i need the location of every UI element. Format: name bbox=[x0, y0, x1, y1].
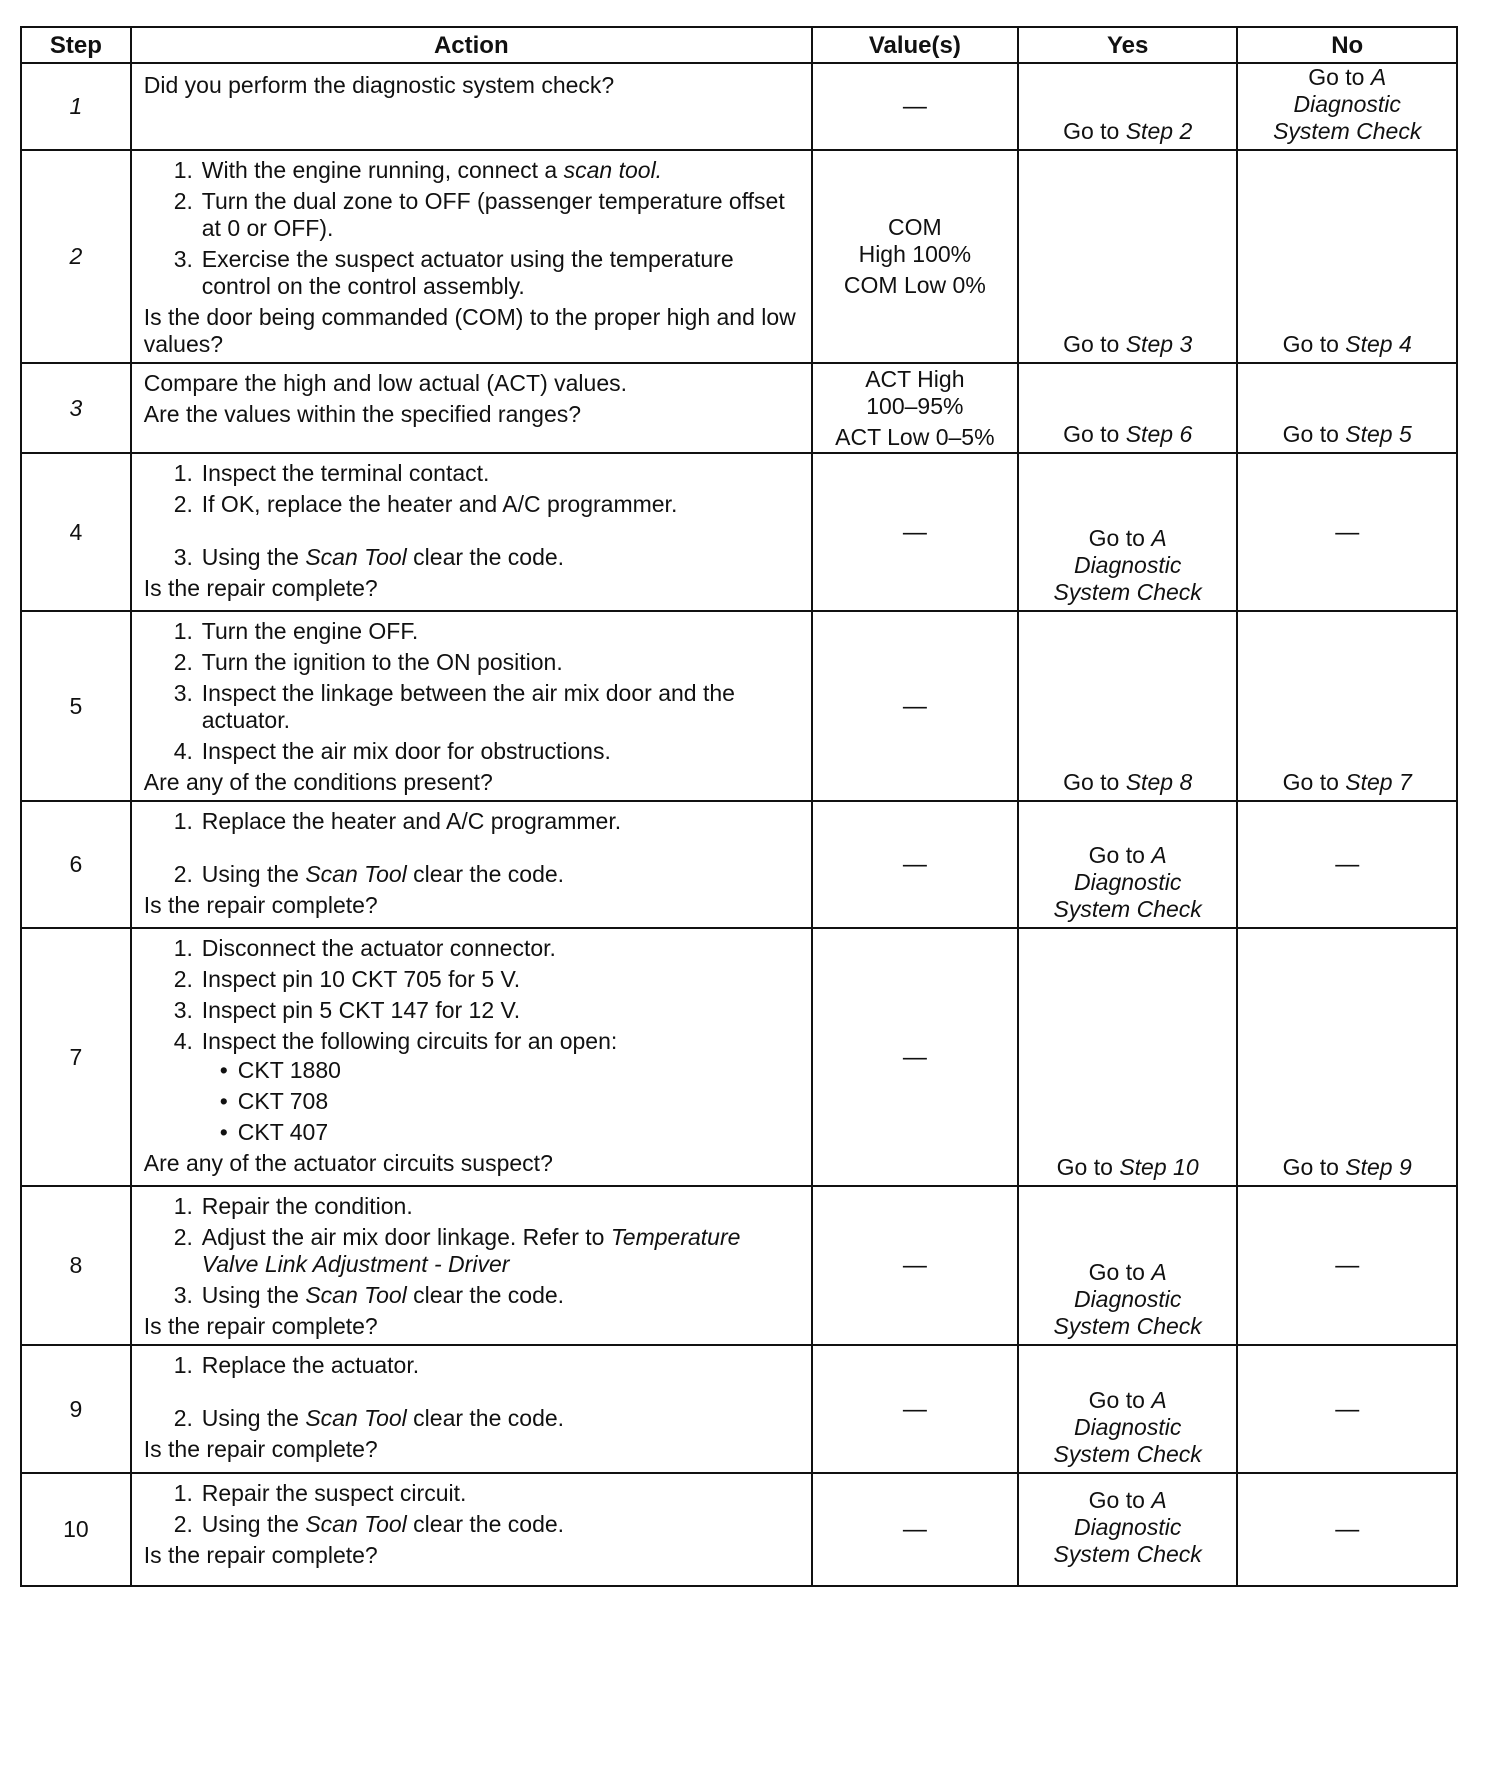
item-number: 2. bbox=[173, 188, 193, 214]
item-number: 1. bbox=[173, 935, 193, 961]
item-number: 1. bbox=[173, 460, 193, 486]
list-item bbox=[174, 1193, 801, 1220]
value-line: ACT High bbox=[865, 365, 965, 392]
goto-text: Go to bbox=[1282, 331, 1339, 357]
step-word: Step bbox=[1345, 331, 1393, 357]
step-ref-number: 8 bbox=[1179, 769, 1193, 795]
item-emphasis: Scan Tool bbox=[305, 1511, 407, 1537]
table-row bbox=[21, 1345, 1457, 1473]
item-text: clear the code. bbox=[406, 1511, 565, 1537]
goto-a: A bbox=[1151, 1387, 1167, 1413]
item-number: 2. bbox=[173, 1405, 193, 1431]
list-item bbox=[174, 966, 801, 993]
item-emphasis: Scan Tool bbox=[305, 544, 407, 570]
item-text: clear the code. bbox=[406, 544, 565, 570]
value-line: 100–95% bbox=[866, 392, 964, 419]
item-text: clear the code. bbox=[406, 861, 565, 887]
action-list bbox=[144, 157, 801, 300]
action-question: Are any of the conditions present? bbox=[143, 769, 493, 795]
step-word: Step bbox=[1119, 1154, 1167, 1180]
step-ref bbox=[1119, 1154, 1198, 1180]
circuit-text: CKT 1880 bbox=[237, 1057, 341, 1083]
values-cell bbox=[812, 611, 1018, 801]
step-word: Step bbox=[1125, 331, 1174, 357]
item-emphasis: Scan Tool bbox=[305, 1405, 407, 1431]
goto-text: Go to bbox=[1088, 1387, 1145, 1413]
dash: — bbox=[902, 851, 927, 878]
item-text: Inspect the following circuits for an open: bbox=[201, 1028, 618, 1054]
goto-diag-line: Diagnostic bbox=[1073, 1286, 1182, 1312]
no-cell bbox=[1237, 150, 1457, 363]
item-text: Using the bbox=[201, 544, 306, 570]
step-number: 10 bbox=[21, 1473, 131, 1586]
action-cell bbox=[131, 1345, 812, 1473]
item-number: 1. bbox=[173, 1352, 193, 1378]
bullet: • bbox=[219, 1088, 228, 1114]
header-yes: Yes bbox=[1018, 27, 1238, 63]
step-word: Step bbox=[1125, 118, 1174, 144]
action-cell bbox=[131, 63, 812, 150]
item-text: Replace the heater and A/C programmer. bbox=[201, 808, 622, 834]
goto-diag-line: Diagnostic bbox=[1073, 552, 1182, 578]
item-number: 1. bbox=[173, 808, 193, 834]
table-row bbox=[21, 1473, 1457, 1586]
goto-a-line bbox=[1019, 525, 1237, 552]
action-cell bbox=[131, 150, 812, 363]
action-list bbox=[144, 1480, 801, 1538]
table-row bbox=[21, 363, 1457, 453]
goto-text: Go to bbox=[1063, 769, 1120, 795]
item-emphasis: Temperature bbox=[610, 1224, 741, 1250]
goto-sys-line: System Check bbox=[1053, 579, 1202, 605]
list-item bbox=[174, 157, 801, 184]
table-row bbox=[21, 63, 1457, 150]
yes-cell bbox=[1018, 1473, 1238, 1586]
item-text: Turn the engine OFF. bbox=[201, 618, 419, 644]
list-item bbox=[174, 1480, 801, 1507]
header-values: Value(s) bbox=[812, 27, 1018, 63]
item-text: Using the bbox=[201, 1511, 306, 1537]
item-number: 4. bbox=[173, 738, 193, 764]
list-item bbox=[174, 1224, 801, 1278]
action-lead: Compare the high and low actual (ACT) values. bbox=[143, 370, 628, 396]
action-question: Is the repair complete? bbox=[143, 1313, 378, 1339]
item-number: 3. bbox=[173, 246, 193, 272]
values-cell bbox=[812, 1186, 1018, 1345]
dash: — bbox=[902, 93, 927, 120]
item-text: Inspect the terminal contact. bbox=[201, 460, 490, 486]
step-number: 5 bbox=[21, 611, 131, 801]
dash: — bbox=[1335, 1252, 1360, 1279]
action-list bbox=[144, 808, 801, 888]
values-cell bbox=[812, 928, 1018, 1186]
list-item bbox=[174, 738, 801, 765]
dash: — bbox=[1335, 851, 1360, 878]
item-number: 2. bbox=[173, 966, 193, 992]
item-text: Repair the condition. bbox=[201, 1193, 413, 1219]
goto-a: A bbox=[1151, 525, 1167, 551]
item-text: Inspect pin 5 CKT 147 for 12 V. bbox=[201, 997, 521, 1023]
yes-cell bbox=[1018, 63, 1238, 150]
yes-cell bbox=[1018, 801, 1238, 928]
action-list bbox=[144, 1352, 801, 1432]
goto-text: Go to bbox=[1282, 769, 1339, 795]
list-item bbox=[174, 649, 801, 676]
item-number: 1. bbox=[173, 1193, 193, 1219]
value-line: COM Low 0% bbox=[843, 272, 986, 298]
circuit-list bbox=[202, 1057, 801, 1146]
item-text: Disconnect the actuator connector. bbox=[201, 935, 556, 961]
list-item bbox=[174, 680, 801, 734]
dash: — bbox=[1335, 1395, 1360, 1423]
goto-text: Go to bbox=[1088, 525, 1145, 551]
item-number: 3. bbox=[173, 997, 193, 1023]
step-ref bbox=[1126, 118, 1193, 144]
goto-a-line bbox=[1019, 1387, 1237, 1414]
step-ref bbox=[1345, 1154, 1412, 1180]
dash: — bbox=[1335, 518, 1360, 546]
goto-sys-line: System Check bbox=[1053, 1441, 1202, 1467]
no-cell bbox=[1237, 928, 1457, 1186]
dash: — bbox=[902, 1395, 927, 1423]
list-item bbox=[174, 618, 801, 645]
action-question: Are the values within the specified ranges? bbox=[143, 401, 582, 427]
table-row bbox=[21, 928, 1457, 1186]
action-question: Is the repair complete? bbox=[143, 1436, 378, 1462]
goto-sys-line: System Check bbox=[1053, 896, 1202, 922]
value-line: High 100% bbox=[858, 241, 972, 267]
step-ref-number: 4 bbox=[1399, 331, 1412, 357]
bullet: • bbox=[219, 1057, 228, 1083]
item-text: Inspect pin 10 CKT 705 for 5 V. bbox=[201, 966, 521, 992]
step-number: 2 bbox=[21, 150, 131, 363]
item-emphasis: Valve Link Adjustment - Driver bbox=[201, 1251, 510, 1277]
action-cell bbox=[131, 801, 812, 928]
header-action: Action bbox=[131, 27, 812, 63]
item-number: 3. bbox=[173, 1282, 193, 1308]
goto-sys-line: System Check bbox=[1053, 1313, 1202, 1339]
dash: — bbox=[902, 692, 927, 720]
header-no: No bbox=[1237, 27, 1457, 63]
action-question: Is the repair complete? bbox=[143, 575, 378, 601]
item-emphasis: Scan Tool bbox=[305, 1282, 407, 1308]
table-row bbox=[21, 453, 1457, 611]
value-line: COM bbox=[888, 214, 942, 240]
list-item bbox=[174, 188, 801, 242]
item-number: 2. bbox=[173, 1511, 193, 1537]
diagnostic-table bbox=[20, 26, 1458, 1587]
table-row bbox=[21, 150, 1457, 363]
goto-sys-line: System Check bbox=[1053, 1541, 1202, 1567]
circuit-item bbox=[220, 1088, 801, 1115]
no-cell bbox=[1237, 63, 1457, 150]
dash: — bbox=[902, 518, 927, 546]
step-ref bbox=[1345, 421, 1412, 447]
step-word: Step bbox=[1345, 421, 1393, 447]
item-number: 4. bbox=[173, 1028, 193, 1054]
step-number: 9 bbox=[21, 1345, 131, 1473]
action-question: Did you perform the diagnostic system check? bbox=[143, 72, 615, 98]
goto-text: Go to bbox=[1088, 1487, 1145, 1513]
item-text: Turn the ignition to the ON position. bbox=[201, 649, 563, 675]
values-cell bbox=[812, 801, 1018, 928]
list-item bbox=[174, 544, 801, 571]
step-ref bbox=[1126, 421, 1193, 447]
yes-cell bbox=[1018, 453, 1238, 611]
no-cell bbox=[1237, 1186, 1457, 1345]
goto-diag-line: Diagnostic bbox=[1073, 1414, 1182, 1440]
goto-text: Go to bbox=[1063, 421, 1120, 447]
circuit-item bbox=[220, 1119, 801, 1146]
step-number: 6 bbox=[21, 801, 131, 928]
step-number: 7 bbox=[21, 928, 131, 1186]
step-word: Step bbox=[1125, 769, 1174, 795]
step-number: 4 bbox=[21, 453, 131, 611]
item-number: 2. bbox=[173, 1224, 193, 1250]
goto-diag-line: Diagnostic bbox=[1073, 869, 1182, 895]
goto-text: Go to bbox=[1063, 331, 1120, 357]
step-ref-number: 7 bbox=[1399, 769, 1412, 795]
goto-text: Go to bbox=[1308, 64, 1365, 90]
step-ref bbox=[1126, 769, 1193, 795]
step-ref bbox=[1345, 331, 1412, 357]
table-row bbox=[21, 801, 1457, 928]
values-cell bbox=[812, 150, 1018, 363]
step-ref-number: 2 bbox=[1179, 118, 1193, 144]
goto-text: Go to bbox=[1088, 842, 1145, 868]
no-cell bbox=[1237, 453, 1457, 611]
goto-text: Go to bbox=[1282, 421, 1339, 447]
yes-cell bbox=[1018, 363, 1238, 453]
dash: — bbox=[902, 1043, 927, 1071]
item-text: Replace the actuator. bbox=[201, 1352, 420, 1378]
action-list bbox=[144, 1193, 801, 1309]
circuit-item bbox=[220, 1057, 801, 1084]
step-word: Step bbox=[1125, 421, 1174, 447]
item-text: Adjust the air mix door linkage. Refer to bbox=[201, 1224, 611, 1250]
item-text: Using the bbox=[201, 861, 306, 887]
header-row bbox=[21, 27, 1457, 63]
goto-text: Go to bbox=[1282, 1154, 1339, 1180]
step-number: 1 bbox=[21, 63, 131, 150]
list-item bbox=[174, 1511, 801, 1538]
step-ref-number: 10 bbox=[1173, 1154, 1199, 1180]
goto-a: A bbox=[1151, 1487, 1167, 1513]
item-text: Inspect the linkage between the air mix door and the actuator. bbox=[201, 680, 735, 733]
dash: — bbox=[902, 1516, 927, 1543]
item-text: clear the code. bbox=[406, 1405, 565, 1431]
item-text: Turn the dual zone to OFF (passenger temperature offset at 0 or OFF). bbox=[201, 188, 785, 241]
item-text: clear the code. bbox=[406, 1282, 565, 1308]
step-ref-number: 6 bbox=[1179, 421, 1193, 447]
goto-a-line bbox=[1019, 1259, 1237, 1286]
list-item bbox=[174, 246, 801, 300]
list-item bbox=[174, 861, 801, 888]
yes-cell bbox=[1018, 928, 1238, 1186]
item-number: 1. bbox=[173, 618, 193, 644]
goto-text: Go to bbox=[1063, 118, 1120, 144]
goto-diag-line: Diagnostic bbox=[1073, 1514, 1182, 1540]
no-cell bbox=[1237, 801, 1457, 928]
goto-a-line bbox=[1019, 1487, 1237, 1514]
action-list bbox=[144, 460, 801, 571]
item-text: Using the bbox=[201, 1405, 306, 1431]
item-text: Exercise the suspect actuator using the temperature control on the control assembly. bbox=[201, 246, 734, 299]
circuit-text: CKT 708 bbox=[237, 1088, 329, 1114]
circuit-text: CKT 407 bbox=[237, 1119, 329, 1145]
action-question: Are any of the actuator circuits suspect? bbox=[143, 1150, 553, 1176]
step-word: Step bbox=[1345, 769, 1393, 795]
action-list bbox=[144, 935, 801, 1146]
list-item bbox=[174, 491, 801, 518]
no-cell bbox=[1237, 363, 1457, 453]
no-cell bbox=[1237, 1345, 1457, 1473]
goto-text: Go to bbox=[1088, 1259, 1145, 1285]
item-number: 3. bbox=[173, 544, 193, 570]
step-ref bbox=[1126, 331, 1193, 357]
goto-a: A bbox=[1370, 64, 1387, 90]
list-item bbox=[174, 808, 801, 835]
no-cell bbox=[1237, 1473, 1457, 1586]
value-line: ACT Low 0–5% bbox=[835, 423, 995, 450]
values-cell bbox=[812, 1473, 1018, 1586]
goto-a: A bbox=[1151, 842, 1167, 868]
yes-cell bbox=[1018, 1345, 1238, 1473]
table-row bbox=[21, 611, 1457, 801]
list-item bbox=[174, 935, 801, 962]
goto-text: Go to bbox=[1056, 1154, 1113, 1180]
action-cell bbox=[131, 363, 812, 453]
action-cell bbox=[131, 928, 812, 1186]
step-ref-number: 5 bbox=[1399, 421, 1412, 447]
item-number: 2. bbox=[173, 649, 193, 675]
action-cell bbox=[131, 611, 812, 801]
dash: — bbox=[1335, 1516, 1360, 1543]
item-text: Using the bbox=[201, 1282, 306, 1308]
item-text: If OK, replace the heater and A/C programmer. bbox=[201, 491, 678, 517]
goto-a-line bbox=[1019, 842, 1237, 869]
action-cell bbox=[131, 1473, 812, 1586]
step-ref bbox=[1345, 769, 1412, 795]
values-cell bbox=[812, 63, 1018, 150]
list-item bbox=[174, 1028, 801, 1146]
goto-diag-line: Diagnostic bbox=[1293, 91, 1401, 117]
item-number: 1. bbox=[173, 157, 193, 183]
yes-cell bbox=[1018, 1186, 1238, 1345]
item-number: 1. bbox=[173, 1480, 193, 1506]
action-list bbox=[144, 618, 801, 765]
step-ref-number: 9 bbox=[1399, 1154, 1412, 1180]
goto-a-line bbox=[1238, 64, 1456, 91]
yes-cell bbox=[1018, 611, 1238, 801]
item-number: 3. bbox=[173, 680, 193, 706]
action-question: Is the repair complete? bbox=[143, 892, 378, 918]
dash: — bbox=[902, 1252, 927, 1279]
action-cell bbox=[131, 453, 812, 611]
list-item bbox=[174, 1352, 801, 1379]
bullet: • bbox=[219, 1119, 228, 1145]
values-cell bbox=[812, 363, 1018, 453]
step-ref-number: 3 bbox=[1179, 331, 1193, 357]
action-cell bbox=[131, 1186, 812, 1345]
list-item bbox=[174, 460, 801, 487]
header-step: Step bbox=[21, 27, 131, 63]
goto-sys-line: System Check bbox=[1273, 118, 1422, 144]
item-number: 2. bbox=[173, 491, 193, 517]
item-text: With the engine running, connect a bbox=[201, 157, 564, 183]
action-question: Is the door being commanded (COM) to the proper high and low values? bbox=[143, 304, 796, 357]
no-cell bbox=[1237, 611, 1457, 801]
item-text: Inspect the air mix door for obstructions. bbox=[201, 738, 611, 764]
values-cell bbox=[812, 453, 1018, 611]
list-item bbox=[174, 1405, 801, 1432]
action-question: Is the repair complete? bbox=[143, 1542, 378, 1568]
yes-cell bbox=[1018, 150, 1238, 363]
list-item bbox=[174, 1282, 801, 1309]
item-text: Repair the suspect circuit. bbox=[201, 1480, 467, 1506]
list-item bbox=[174, 997, 801, 1024]
step-number: 8 bbox=[21, 1186, 131, 1345]
item-emphasis: Scan Tool bbox=[305, 861, 407, 887]
table-row bbox=[21, 1186, 1457, 1345]
goto-a: A bbox=[1151, 1259, 1167, 1285]
step-word: Step bbox=[1345, 1154, 1393, 1180]
values-cell bbox=[812, 1345, 1018, 1473]
item-number: 2. bbox=[173, 861, 193, 887]
step-number: 3 bbox=[21, 363, 131, 453]
item-emphasis: scan tool. bbox=[563, 157, 663, 183]
